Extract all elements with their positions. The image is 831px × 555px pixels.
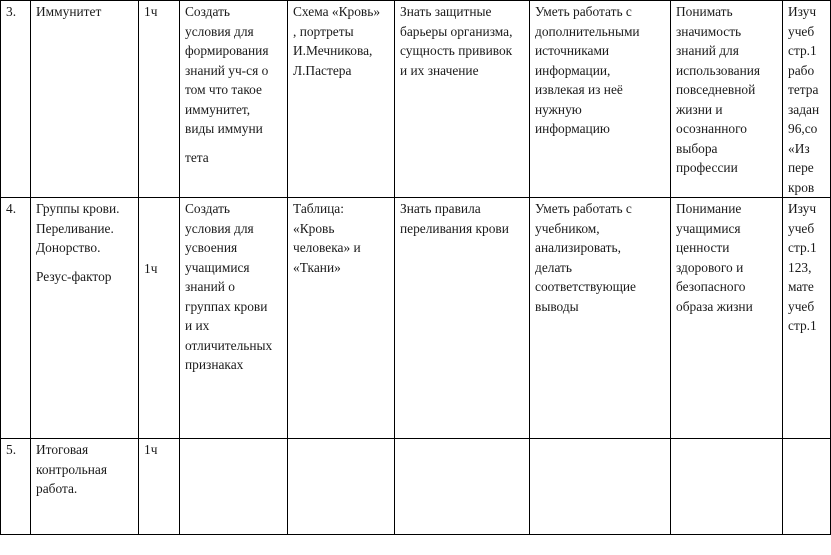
homework-cell — [783, 198, 831, 439]
metasubject-line: делать — [535, 259, 572, 275]
topic-line: Донорство. — [36, 240, 101, 255]
goal-line: усвоения — [185, 240, 238, 255]
personal-results-cell — [671, 198, 783, 439]
homework-line: Изуч — [788, 201, 817, 216]
metasubject-line: информации, — [535, 62, 611, 78]
homework-line: стр.1 — [788, 240, 817, 255]
topic-line: Переливание. — [36, 220, 114, 236]
lesson-number-cell — [1, 198, 31, 439]
homework-line: «Из — [788, 140, 810, 156]
goal-line: и их — [185, 318, 210, 333]
hours-value: 1ч — [144, 442, 158, 457]
lesson-number: 4. — [6, 201, 17, 216]
personal-line: жизни и — [676, 101, 723, 117]
metasubject-results-cell — [530, 439, 671, 535]
goal-cell — [180, 439, 288, 535]
table-row — [1, 198, 831, 439]
goal-line: признаках — [185, 357, 244, 372]
hours-value: 1ч — [144, 4, 158, 19]
homework-line: 123, — [788, 259, 812, 275]
personal-line: повседневной — [676, 82, 756, 97]
topic-cell — [31, 198, 139, 439]
personal-line: образа жизни — [676, 298, 753, 314]
goal-line: виды иммуни — [185, 121, 263, 136]
subject-line: и их значение — [400, 62, 479, 78]
equipment-line: Л.Пастера — [293, 62, 352, 78]
subject-line: Знать защитные — [400, 4, 492, 19]
topic-cell — [31, 1, 139, 198]
topic-cell — [31, 439, 139, 535]
personal-line: безопасного — [676, 279, 746, 294]
homework-line: задан — [788, 101, 820, 117]
table-row — [1, 439, 831, 535]
equipment-cell — [288, 439, 395, 535]
subject-line: барьеры организма, — [400, 23, 513, 39]
homework-line: стр.1 — [788, 318, 817, 333]
topic-line: Группы крови. — [36, 201, 120, 216]
goal-cell — [180, 198, 288, 439]
metasubject-results-cell — [530, 198, 671, 439]
table-row — [1, 1, 831, 198]
personal-line: выбора — [676, 140, 718, 156]
goal-line: отличительных — [185, 337, 273, 353]
goal-line: Создать — [185, 201, 231, 216]
hours-cell — [139, 1, 180, 198]
equipment-cell — [288, 198, 395, 439]
homework-line: учеб — [788, 298, 815, 314]
metasubject-line: источниками — [535, 43, 610, 58]
homework-line: 96,со — [788, 121, 818, 136]
metasubject-line: соответствующие — [535, 279, 636, 294]
goal-line: учащимися — [185, 259, 250, 275]
metasubject-line: дополнительными — [535, 23, 640, 39]
homework-line: учеб — [788, 23, 815, 39]
subject-line: сущность прививок — [400, 43, 513, 58]
hours-cell — [139, 198, 180, 439]
equipment-line: Схема «Кровь» — [293, 4, 381, 19]
personal-results-cell — [671, 439, 783, 535]
personal-line: знаний для — [676, 43, 739, 58]
homework-line: учеб — [788, 220, 815, 236]
homework-cell — [783, 1, 831, 198]
goal-line: иммунитет, — [185, 101, 251, 117]
topic-line: работа. — [36, 481, 78, 496]
personal-line: ценности — [676, 240, 730, 255]
personal-line: профессии — [676, 160, 738, 175]
personal-line: Понимание — [676, 201, 742, 216]
equipment-line: «Ткани» — [293, 259, 341, 275]
metasubject-results-cell — [530, 1, 671, 198]
equipment-line: И.Мечникова, — [293, 43, 373, 58]
lesson-number: 5. — [6, 442, 17, 457]
goal-line: группах крови — [185, 298, 268, 314]
equipment-line: , портреты — [293, 23, 354, 39]
goal-cell — [180, 1, 288, 198]
personal-line: осознанного — [676, 121, 747, 136]
metasubject-line: информацию — [535, 121, 610, 136]
hours-cell — [139, 439, 180, 535]
goal-line: знаний о — [185, 279, 235, 294]
topic-line: Резус-фактор — [36, 268, 112, 284]
equipment-line: человека» и — [293, 240, 361, 255]
goal-line: знаний уч-ся о — [185, 62, 269, 78]
topic-line: контрольная — [36, 461, 107, 477]
personal-line: значимость — [676, 23, 742, 39]
goal-line: тета — [185, 149, 209, 165]
personal-line: здорового и — [676, 259, 744, 275]
metasubject-line: анализировать, — [535, 240, 621, 255]
personal-line: учащимися — [676, 220, 741, 236]
subject-results-cell — [395, 198, 530, 439]
hours-value: 1ч — [144, 261, 158, 276]
homework-line: кров — [788, 179, 815, 195]
metasubject-line: Уметь работать с — [535, 4, 632, 19]
homework-line: рабо — [788, 62, 815, 78]
lesson-number: 3. — [6, 4, 17, 19]
goal-spacer — [185, 139, 282, 148]
lesson-number-cell — [1, 1, 31, 198]
subject-line: Знать правила — [400, 201, 481, 216]
personal-line: использования — [676, 62, 761, 78]
lesson-number-cell — [1, 439, 31, 535]
equipment-line: Таблица: — [293, 201, 344, 216]
subject-results-cell — [395, 1, 530, 198]
metasubject-line: Уметь работать с — [535, 201, 632, 216]
equipment-line: «Кровь — [293, 220, 335, 236]
metasubject-line: нужную — [535, 101, 582, 117]
subject-results-cell — [395, 439, 530, 535]
homework-cell — [783, 439, 831, 535]
metasubject-line: учебником, — [535, 220, 600, 236]
equipment-cell — [288, 1, 395, 198]
homework-line: пере — [788, 160, 814, 175]
personal-results-cell — [671, 1, 783, 198]
goal-line: условия для — [185, 220, 254, 236]
metasubject-line: извлекая из неё — [535, 82, 623, 97]
homework-line: тетра — [788, 82, 819, 97]
topic-line: Иммунитет — [36, 4, 102, 19]
homework-line: мате — [788, 279, 814, 294]
goal-line: условия для — [185, 23, 254, 39]
homework-line: стр.1 — [788, 43, 817, 58]
homework-line: Изуч — [788, 4, 817, 19]
goal-line: Создать — [185, 4, 231, 19]
subject-line: переливания крови — [400, 220, 509, 236]
topic-spacer — [36, 258, 133, 267]
personal-line: Понимать — [676, 4, 733, 19]
topic-line: Итоговая — [36, 442, 89, 457]
metasubject-line: выводы — [535, 298, 579, 314]
goal-line: том что такое — [185, 82, 262, 97]
goal-line: формирования — [185, 43, 269, 58]
